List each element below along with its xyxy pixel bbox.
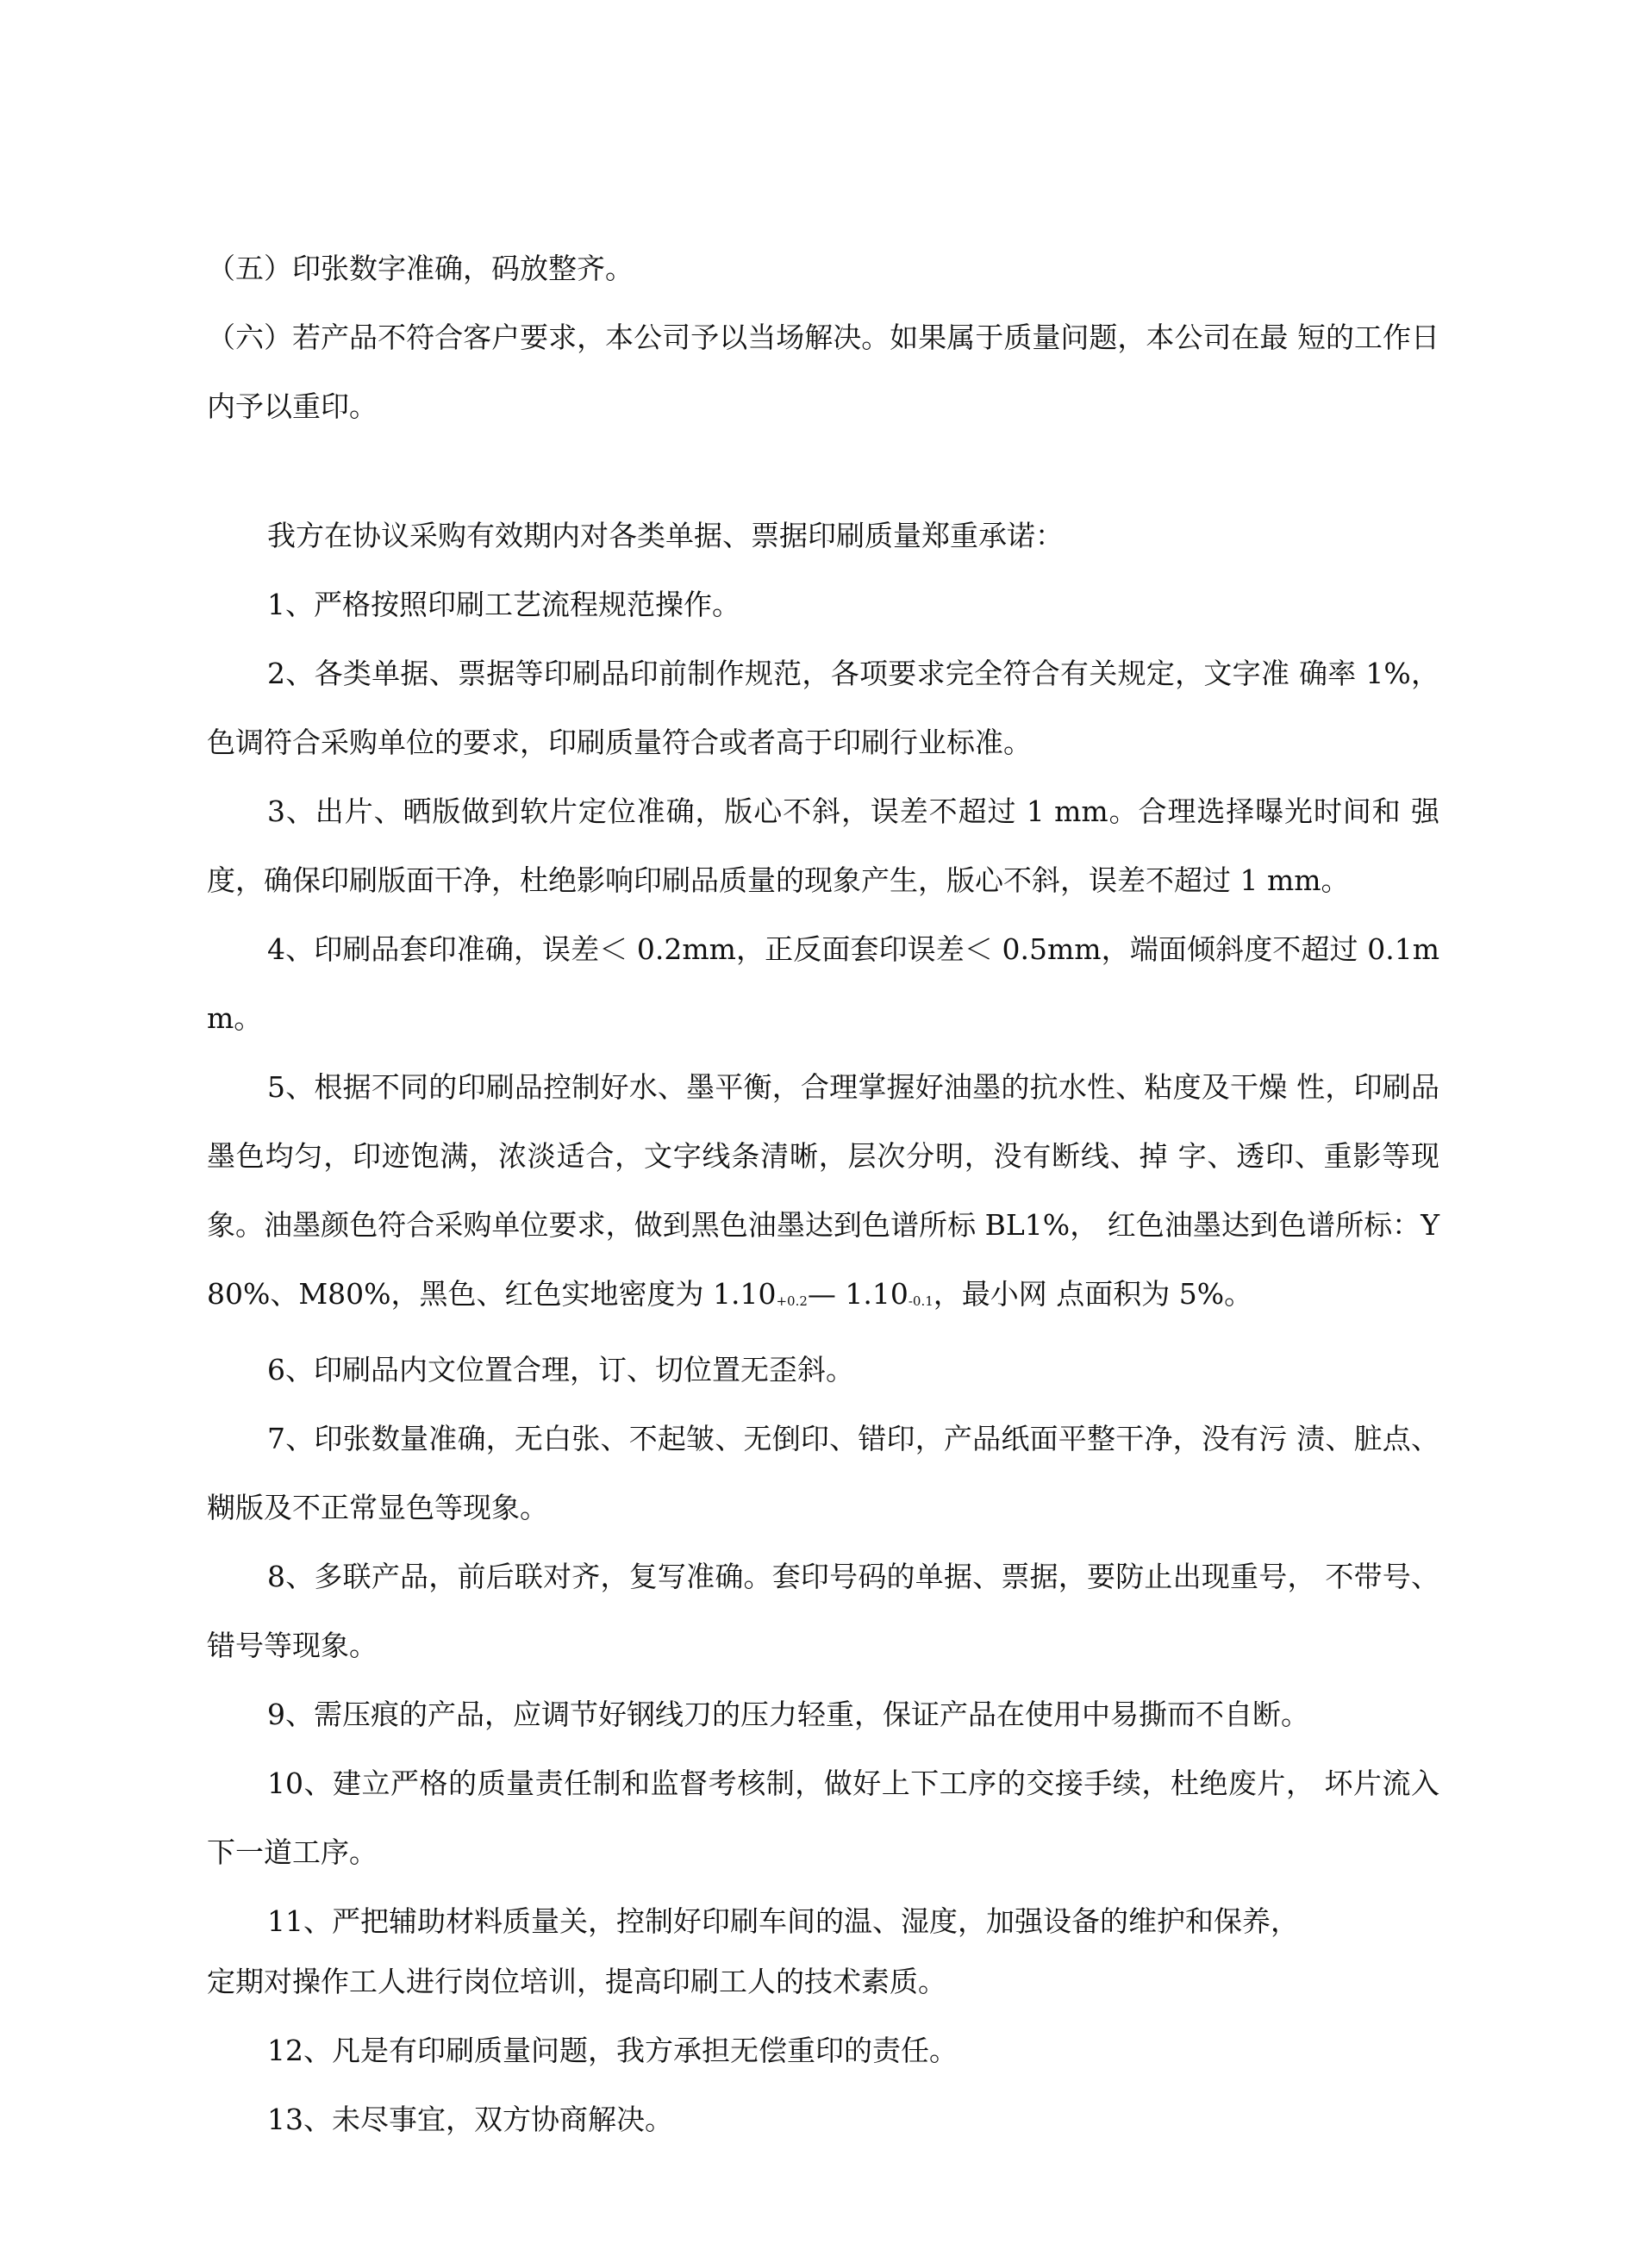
item-5-text-b: — 1.10	[807, 1277, 909, 1311]
item-7: 7、印张数量准确，无白张、不起皱、无倒印、错印，产品纸面平整干净，没有污 渍、脏点、糊版及不正常显色等现象。	[207, 1422, 1439, 1524]
item-12: 12、凡是有印刷质量问题，我方承担无偿重印的责任。	[267, 2034, 958, 2067]
item-11-line-2: 定期对操作工人进行岗位培训，提高印刷工人的技术素质。	[207, 1965, 946, 1998]
item-8: 8、多联产品，前后联对齐，复写准确。套印号码的单据、票据，要防止出现重号， 不带号、错号等现象。	[207, 1560, 1439, 1662]
item-9: 9、需压痕的产品，应调节好钢线刀的压力轻重，保证产品在使用中易撕而不自断。	[267, 1698, 1309, 1731]
item-4: 4、印刷品套印准确，误差＜ 0.2mm，正反面套印误差＜ 0.5mm，端面倾斜度不超过 0.1mm。	[207, 932, 1439, 1035]
item-5-text-a: 5、根据不同的印刷品控制好水、墨平衡，合理掌握好油墨的抗水性、粘度及干燥 性，印刷品墨色均匀，印迹饱满，浓淡适合，文字线条清晰，层次分明，没有断线、掉 字、透印、重影等现象。油墨颜色符合采购单位要求，做到黑色油墨达到色谱所标 BL1%， 红色油墨达到色谱所标：Y80%、M80%，黑色、红色实地密度为 1.10	[207, 1070, 1439, 1311]
item-1: 1、严格按照印刷工艺流程规范操作。	[267, 588, 740, 621]
item-3: 3、出片、晒版做到软片定位准确，版心不斜，误差不超过 1 mm。合理选择曝光时间和 强度，确保印刷版面干净，杜绝影响印刷品质量的现象产生，版心不斜，误差不超过 1 mm。	[207, 794, 1439, 897]
item-5-sub-b: -0.1	[908, 1293, 934, 1309]
item-5-text-c: ，最小网 点面积为 5%。	[933, 1277, 1253, 1311]
document-body	[207, 234, 1439, 2154]
item-5	[207, 1053, 1439, 1336]
item-6: 6、印刷品内文位置合理，订、切位置无歪斜。	[267, 1353, 854, 1386]
paragraph-five: （五）印张数字准确，码放整齐。	[207, 252, 634, 285]
item-13: 13、未尽事宜，双方协商解决。	[267, 2103, 673, 2136]
commitment-intro: 我方在协议采购有效期内对各类单据、票据印刷质量郑重承诺：	[267, 519, 1064, 552]
item-11-line-1: 11、严把辅助材料质量关，控制好印刷车间的温、湿度，加强设备的维护和保养，	[267, 1904, 1299, 1938]
item-10: 10、建立严格的质量责任制和监督考核制，做好上下工序的交接手续，杜绝废片， 坏片流入下一道工序。	[207, 1766, 1439, 1869]
item-5-sub-a: +0.2	[776, 1293, 808, 1309]
paragraph-six: （六）若产品不符合客户要求，本公司予以当场解决。如果属于质量问题，本公司在最 短的工作日内予以重印。	[207, 321, 1439, 423]
item-2: 2、各类单据、票据等印刷品印前制作规范，各项要求完全符合有关规定，文字准 确率 1%，色调符合采购单位的要求，印刷质量符合或者高于印刷行业标准。	[207, 657, 1439, 759]
